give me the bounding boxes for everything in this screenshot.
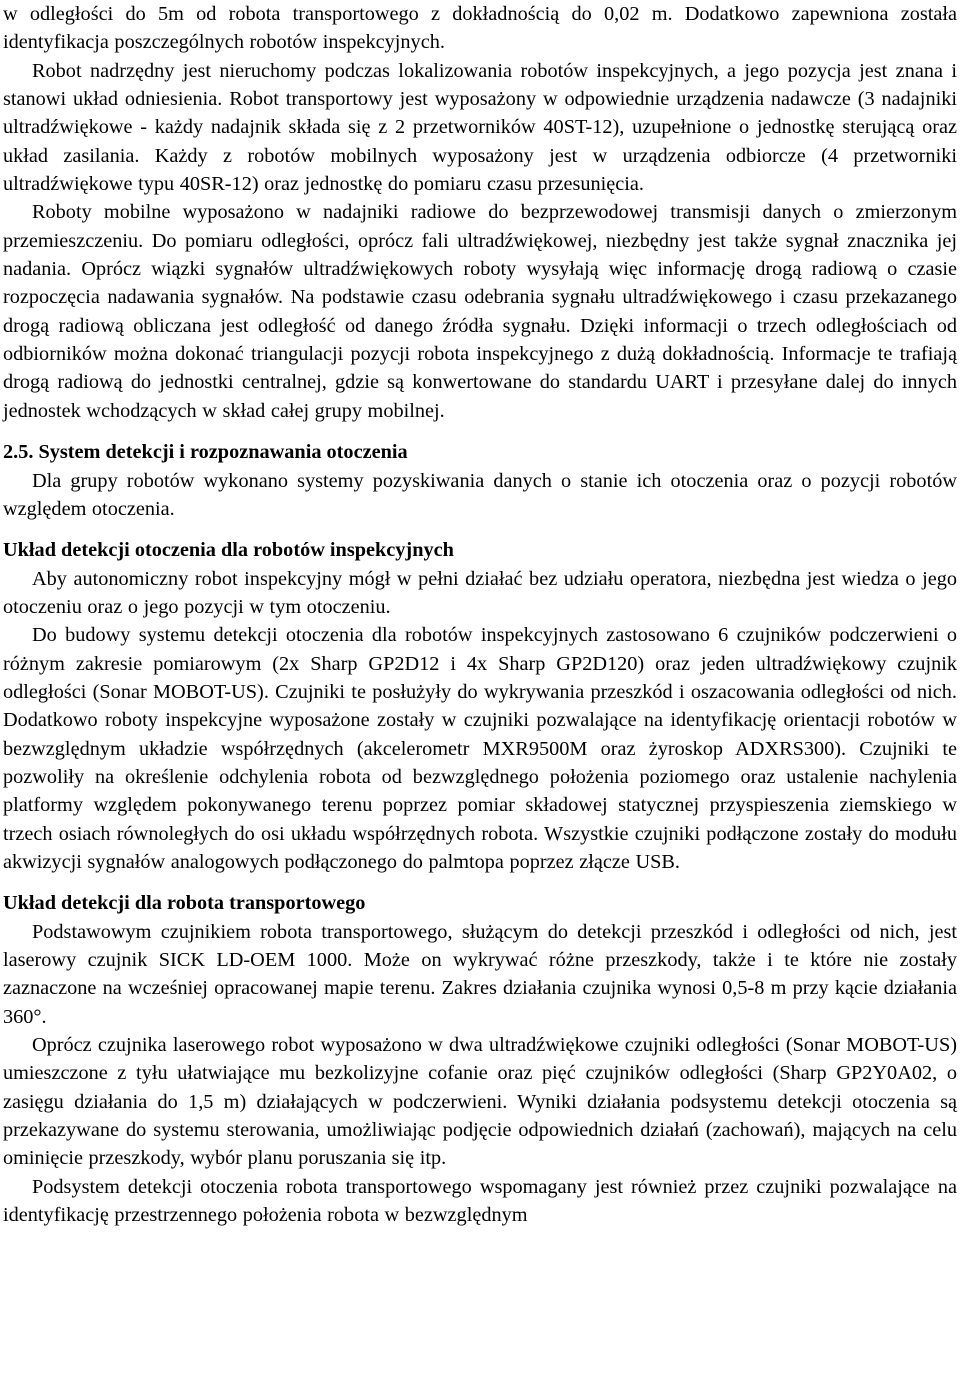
intro-paragraph-1: w odległości do 5m od robota transportowego z dokładnością do 0,02 m. Dodatkowo zapewniona została identyfikacja poszczególnych robotów inspekcyjnych. (3, 3, 957, 54)
intro-block (3, 0, 957, 425)
subsection-transport-robot (3, 889, 957, 1229)
subsection-transport-paragraph-3: Podsystem detekcji otoczenia robota transportowego wspomagany jest również przez czujniki pozwalające na identyfikację przestrzennego położenia robota w bezwzględnym (3, 1175, 957, 1227)
subsection-inspection-paragraph-1: Aby autonomiczny robot inspekcyjny mógł w pełni działać bez udziału operatora, niezbędna jest wiedza o jego otoczeniu oraz o jego pozycji w tym otoczeniu. (3, 567, 957, 618)
intro-paragraph-3: Roboty mobilne wyposażono w nadajniki radiowe do bezprzewodowej transmisji danych o zmierzonym przemieszczeniu. Do pomiaru odległości, oprócz fali ultradźwiękowej, niezbędny jest także sygnał znacznika jej nadania. Oprócz wiązki sygnałów ultradźwiękowych roboty wysyłają więc informację drogą radiową o czasie rozpoczęcia nadawania sygnałów. Na podstawie czasu odebrania sygnału ultradźwiękowego i czasu przekazanego drogą radiową obliczana jest odległość od danego źródła sygnału. Dzięki informacji o trzech odległościach od odbiorników można dokonać triangulacji pozycji robota inspekcyjnego z dużą dokładnością. Informacje te trafiają drogą radiową do jednostki centralnej, gdzie są konwertowane do standardu UART i przesyłane dalej do innych jednostek wchodzących w skład całej grupy mobilnej. (3, 201, 957, 422)
section-heading: 2.5. System detekcji i rozpoznawania otoczenia (3, 441, 408, 464)
subsection-heading-transport: Układ detekcji dla robota transportowego (3, 892, 366, 915)
section-paragraph: Dla grupy robotów wykonano systemy pozyskiwania danych o stanie ich otoczenia oraz o pozycji robotów względem otoczenia. (3, 469, 957, 520)
intro-paragraph-2: Robot nadrzędny jest nieruchomy podczas lokalizowania robotów inspekcyjnych, a jego pozycja jest znana i stanowi układ odniesienia. Robot transportowy jest wyposażony w odpowiednie urządzenia nadawcze (3 nadajniki ultradźwiękowe - każdy nadajnik składa się z 2 przetworników 40ST-12), uzupełnione o jednostkę sterującą oraz układ zasilania. Każdy z robotów mobilnych wyposażony jest w urządzenia odbiorcze (4 przetworniki ultradźwiękowe typu 40SR-12) oraz jednostkę do pomiaru czasu przesunięcia. (3, 59, 957, 196)
section-2-5 (3, 438, 957, 523)
subsection-inspection-paragraph-2: Do budowy systemu detekcji otoczenia dla robotów inspekcyjnych zastosowano 6 czujników podczerwieni o różnym zakresie pomiarowym (2x Sharp GP2D12 i 4x Sharp GP2D120) oraz jeden ultradźwiękowy czujnik odległości (Sonar MOBOT-US). Czujniki te posłużyły do wykrywania przeszkód i oszacowania odległości od nich. Dodatkowo roboty inspekcyjne wyposażone zostały w czujniki pozwalające na identyfikację orientacji robotów w bezwzględnym układzie współrzędnych (akcelerometr MXR9500M oraz żyroskop ADXRS300). Czujniki te pozwoliły na określenie odchylenia robota od bezwzględnego położenia poziomego oraz ustalenie nachylenia platformy względem pokonywanego terenu poprzez pomiar składowej statycznej przyspieszenia ziemskiego w trzech osiach równoległych do osi układu współrzędnych robota. Wszystkie czujniki podłączone zostały do modułu akwizycji sygnałów analogowych podłączonego do palmtopa poprzez złącze USB. (3, 624, 957, 873)
subsection-inspection-robots (3, 536, 957, 876)
subsection-heading-inspection: Układ detekcji otoczenia dla robotów inspekcyjnych (3, 539, 454, 562)
subsection-transport-paragraph-2: Oprócz czujnika laserowego robot wyposażono w dwa ultradźwiękowe czujniki odległości (Sonar MOBOT-US) umieszczone z tyłu ułatwiające mu bezkolizyjne cofanie oraz pięć czujników odległości (Sharp GP2Y0A02, o zasięgu działania do 1,5 m) działających w podczerwieni. Wyniki działania podsystemu detekcji otoczenia są przekazywane do systemu sterowania, umożliwiając podjęcie odpowiednich działań (zachowań), mających na celu ominięcie przeszkody, wybór planu poruszania się itp. (3, 1034, 957, 1170)
subsection-transport-paragraph-1: Podstawowym czujnikiem robota transportowego, służącym do detekcji przeszkód i odległości od nich, jest laserowy czujnik SICK LD-OEM 1000. Może on wykrywać różne przeszkody, także i te które nie zostały zaznaczone na wcześniej opracowanej mapie terenu. Zakres działania czujnika wynosi 0,5-8 m przy kącie działania 360°. (3, 920, 957, 1028)
